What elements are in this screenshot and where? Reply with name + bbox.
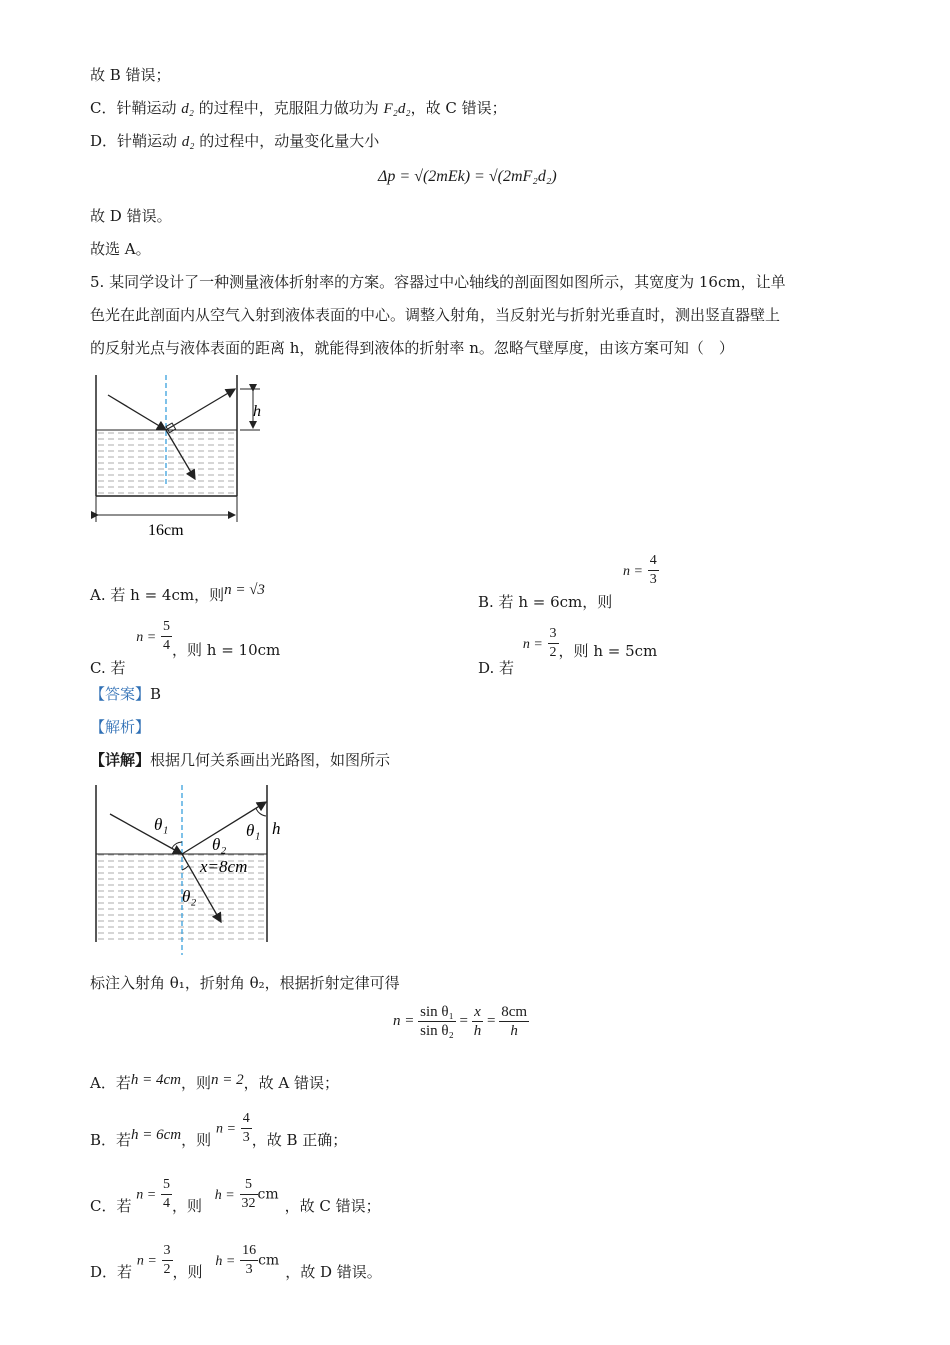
- numerator: 4: [648, 552, 659, 571]
- fraction: [240, 1176, 258, 1213]
- denominator: 32: [241, 1196, 256, 1211]
- option-a: [90, 584, 265, 605]
- unit: cm: [258, 1252, 280, 1269]
- answer-value: B: [150, 685, 162, 703]
- text: C．若: [90, 1196, 132, 1215]
- math-d2: d₂: [181, 134, 195, 150]
- math: h = 4cm: [130, 1072, 181, 1088]
- numerator: 3: [548, 625, 559, 644]
- solution-d: D．若 n = $\frac{3}{2}$ ，则 h = $\frac{16}{3}$ cm，故 D 错误。: [90, 1243, 382, 1281]
- solution-b: B．若h = 6cm，则 n = $\frac{4}{3}$ ，故 B 正确；: [90, 1111, 348, 1149]
- denominator: h: [510, 1023, 518, 1039]
- text: 的过程中，动量变化量大小: [194, 132, 380, 150]
- question-line-2: 色光在此剖面内从空气入射到液体表面的中心。调整入射角，当反射光与折射光垂直时，测出竖直器壁上: [90, 306, 781, 324]
- x-label: x=8cm: [200, 857, 248, 876]
- text: 的过程中，克服阻力做功为: [193, 99, 384, 117]
- fraction-8h: [499, 1003, 529, 1040]
- equation-momentum: Δp = √(2mEk) = √(2mF₂d₂): [378, 168, 557, 185]
- detail-tag: 【详解】: [90, 751, 151, 769]
- text: ，则: [181, 1130, 212, 1149]
- numerator: 3: [162, 1242, 173, 1261]
- figure-container-diagram: [88, 370, 278, 540]
- denominator: 3: [245, 1262, 253, 1277]
- text: ，故 C 错误；: [410, 99, 507, 117]
- math-F2d2: F₂d₂: [383, 101, 411, 117]
- option-d-text: D. 若: [478, 658, 515, 677]
- denominator: 2: [163, 1262, 171, 1277]
- h-label: h: [253, 403, 261, 420]
- text: B．若: [90, 1130, 132, 1149]
- theta1-label: θ₁: [154, 815, 169, 834]
- option-d: D. 若 n = $\frac{3}{2}$ ，则 h = 5cm: [478, 626, 658, 677]
- incident-ray: [108, 395, 166, 430]
- option-a-value: n = √3: [224, 582, 265, 598]
- denominator: 2: [549, 645, 557, 660]
- fraction-sin: [418, 1003, 456, 1040]
- question-line-1: 5. 某同学设计了一种测量液体折射率的方案。容器过中心轴线的剖面图如图所示，其宽度为 16cm，让单: [90, 273, 786, 291]
- numerator: 5: [240, 1176, 258, 1195]
- option-c-tail: ，则 h = 10cm: [172, 640, 281, 659]
- detail-text: 根据几何关系画出光路图，如图所示: [150, 751, 391, 769]
- text: ，故 A 错误；: [243, 1074, 339, 1092]
- angle-arc-1: [172, 842, 182, 848]
- fraction: [240, 1242, 258, 1279]
- option-d-prev: [90, 130, 379, 153]
- text: D．针鞘运动: [90, 132, 182, 150]
- option-c-fraction: [161, 618, 172, 655]
- numerator: 16: [240, 1242, 258, 1261]
- numerator: 5: [161, 618, 172, 637]
- width-label: 16cm: [148, 522, 184, 539]
- option-c-text: C. 若: [90, 658, 126, 677]
- solution-a: [90, 1072, 339, 1093]
- fraction: [161, 1176, 172, 1213]
- figure-light-path: [88, 780, 298, 960]
- numerator: x: [472, 1003, 484, 1022]
- option-c-prev: [90, 97, 507, 120]
- math-d2: d₂: [181, 101, 194, 117]
- detail-line: [90, 749, 390, 771]
- fraction-xh: [472, 1003, 484, 1040]
- text: A．若: [90, 1074, 131, 1092]
- explain-line: 标注入射角 θ₁，折射角 θ₂，根据折射定律可得: [90, 974, 400, 992]
- option-b-text: B. 若 h = 6cm，则: [478, 592, 613, 611]
- analysis-tag: 【解析】: [90, 718, 151, 736]
- solution-c: C．若 n = $\frac{5}{4}$ ，则 h = $\frac{5}{32}$ cm，故 C 错误；: [90, 1177, 381, 1215]
- text: ，故 C 错误；: [284, 1196, 381, 1215]
- math: h = 6cm: [131, 1126, 182, 1143]
- question-line-3: 的反射光点与液体表面的距离 h，就能得到液体的折射率 n。忽略气壁厚度，由该方案可知（ ）: [90, 339, 734, 357]
- theta1-label-right: θ₁: [246, 821, 261, 840]
- text: D．若: [90, 1262, 133, 1281]
- theta2-label-upper: θ₂: [212, 835, 227, 854]
- denominator: h: [473, 1023, 482, 1039]
- text-line: 故 B 错误；: [90, 66, 171, 84]
- reflected-ray: [166, 389, 235, 430]
- denominator: 3: [242, 1130, 250, 1145]
- math: n = 2: [210, 1072, 244, 1088]
- snell-equation: n = $\frac{\text{sin θ₁}}{\text{sin θ₂}}$ = $\frac{x}{h}$ = $\frac{8cm}{h}$: [393, 1004, 528, 1039]
- option-d-fraction: [548, 625, 559, 662]
- denominator: sin θ₂: [420, 1023, 454, 1039]
- fraction: [241, 1110, 252, 1147]
- option-b-fraction: [648, 552, 659, 589]
- denominator: 4: [163, 1196, 170, 1211]
- option-b: B. 若 h = 6cm，则 n = $\frac{4}{3}$: [478, 553, 657, 611]
- text: ，则: [172, 1262, 203, 1281]
- answer-line: [90, 683, 161, 705]
- angle-arc-3: [256, 808, 266, 816]
- numerator: 5: [161, 1176, 172, 1195]
- denominator: 3: [649, 572, 657, 587]
- numerator: sin θ₁: [420, 1004, 454, 1020]
- text: C．针鞘运动: [90, 99, 182, 117]
- option-d-tail: ，则 h = 5cm: [558, 641, 658, 660]
- incident-ray: [110, 814, 182, 854]
- fraction: [162, 1242, 173, 1279]
- text-line: 故 D 错误。: [90, 207, 172, 225]
- option-a-text: A. 若 h = 4cm，则: [90, 586, 225, 604]
- unit: cm: [257, 1186, 279, 1203]
- option-c: C. 若 n = $\frac{5}{4}$ ，则 h = 10cm: [90, 619, 281, 677]
- h-label: h: [272, 819, 281, 838]
- denominator: 4: [163, 638, 170, 653]
- text: ，故 D 错误。: [285, 1262, 382, 1281]
- numerator: 8cm: [501, 1004, 528, 1020]
- numerator: 4: [241, 1110, 252, 1129]
- text: ，故 B 正确；: [251, 1130, 348, 1149]
- text: ，则: [180, 1074, 211, 1092]
- answer-tag: 【答案】: [90, 685, 151, 703]
- text-line: 故选 A。: [90, 240, 151, 258]
- text: ，则: [172, 1196, 203, 1215]
- theta2-label-lower: θ₂: [182, 887, 197, 906]
